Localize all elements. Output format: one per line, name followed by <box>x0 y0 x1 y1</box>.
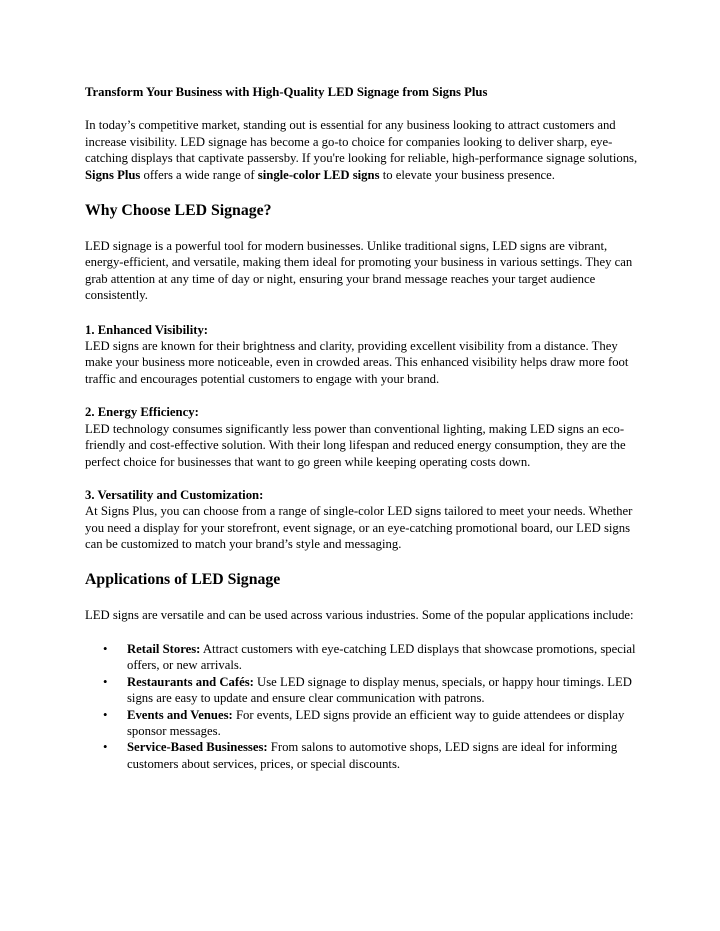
bullet-icon: • <box>103 674 108 689</box>
bullet-icon: • <box>103 707 108 722</box>
list-item-text: For events, LED signs provide an efficient way to guide attendees or display sponsor messages. <box>127 707 625 738</box>
applications-list <box>85 641 645 772</box>
section-heading: 2. Energy Efficiency: <box>85 405 199 420</box>
applications-intro-paragraph: LED signs are versatile and can be used across various industries. Some of the popular applications include: <box>85 607 634 622</box>
intro-text-middle: offers a wide range of <box>140 167 258 182</box>
intro-paragraph <box>85 117 645 183</box>
document-page <box>85 84 645 772</box>
list-item-label: Events and Venues: <box>127 707 233 722</box>
section-visibility <box>85 322 645 388</box>
section-heading: 1. Enhanced Visibility: <box>85 322 209 337</box>
why-intro-paragraph: LED signage is a powerful tool for modern businesses. Unlike traditional signs, LED signs are vibrant, energy-efficient, and versatile, making them ideal for promoting your business in various settings. They can grab attention at any time of day or night, ensuring your brand message reaches your target audience consistently. <box>85 239 633 303</box>
list-item-label: Restaurants and Cafés: <box>127 674 254 689</box>
applications-heading: Applications of LED Signage <box>85 570 281 588</box>
list-item-label: Retail Stores: <box>127 641 201 656</box>
section-body: LED technology consumes significantly less power than conventional lighting, making LED signs an eco-friendly and cost-effective solution. With their long lifespan and reduced energy consumption, they are the perfect choice for businesses that want to go green while keeping operating costs down. <box>85 421 626 469</box>
section-body: At Signs Plus, you can choose from a range of single-color LED signs tailored to meet your needs. Whether you need a display for your storefront, event signage, or an eye-catching promotional board, our LED signs can be customized to match your brand’s style and messaging. <box>85 504 633 552</box>
intro-text-start: In today’s competitive market, standing out is essential for any business looking to attract customers and increase visibility. LED signage has become a go-to choice for companies looking to deliver sharp, eye-catching displays that captivate passersby. If you're looking for reliable, high-performance signage solutions, <box>85 118 638 166</box>
product-name: single-color LED signs <box>257 167 380 182</box>
list-item-text: From salons to automotive shops, LED signs are ideal for informing customers about services, prices, or special discounts. <box>127 740 618 771</box>
brand-name: Signs Plus <box>85 167 141 182</box>
bullet-icon: • <box>103 740 108 755</box>
section-versatility <box>85 487 645 553</box>
section-heading: 3. Versatility and Customization: <box>85 487 264 502</box>
list-item <box>85 739 645 772</box>
list-item <box>85 674 645 707</box>
section-body: LED signs are known for their brightness and clarity, providing excellent visibility from a distance. They make your business more noticeable, even in crowded areas. This enhanced visibility helps draw more foot traffic and encourages potential customers to engage with your brand. <box>85 339 629 386</box>
document-title: Transform Your Business with High-Quality LED Signage from Signs Plus <box>85 85 488 99</box>
list-item-text: Use LED signage to display menus, specials, or happy hour timings. LED signs are easy to update and ensure clear communication with patrons. <box>127 674 632 706</box>
why-heading: Why Choose LED Signage? <box>85 202 272 220</box>
bullet-icon: • <box>103 641 108 656</box>
list-item-text: Attract customers with eye-catching LED displays that showcase promotions, special offers, or new arrivals. <box>127 641 636 673</box>
list-item <box>85 641 645 674</box>
section-energy <box>85 404 645 470</box>
list-item <box>85 707 645 740</box>
list-item-label: Service-Based Businesses: <box>127 740 268 755</box>
intro-text-end: to elevate your business presence. <box>379 167 555 182</box>
